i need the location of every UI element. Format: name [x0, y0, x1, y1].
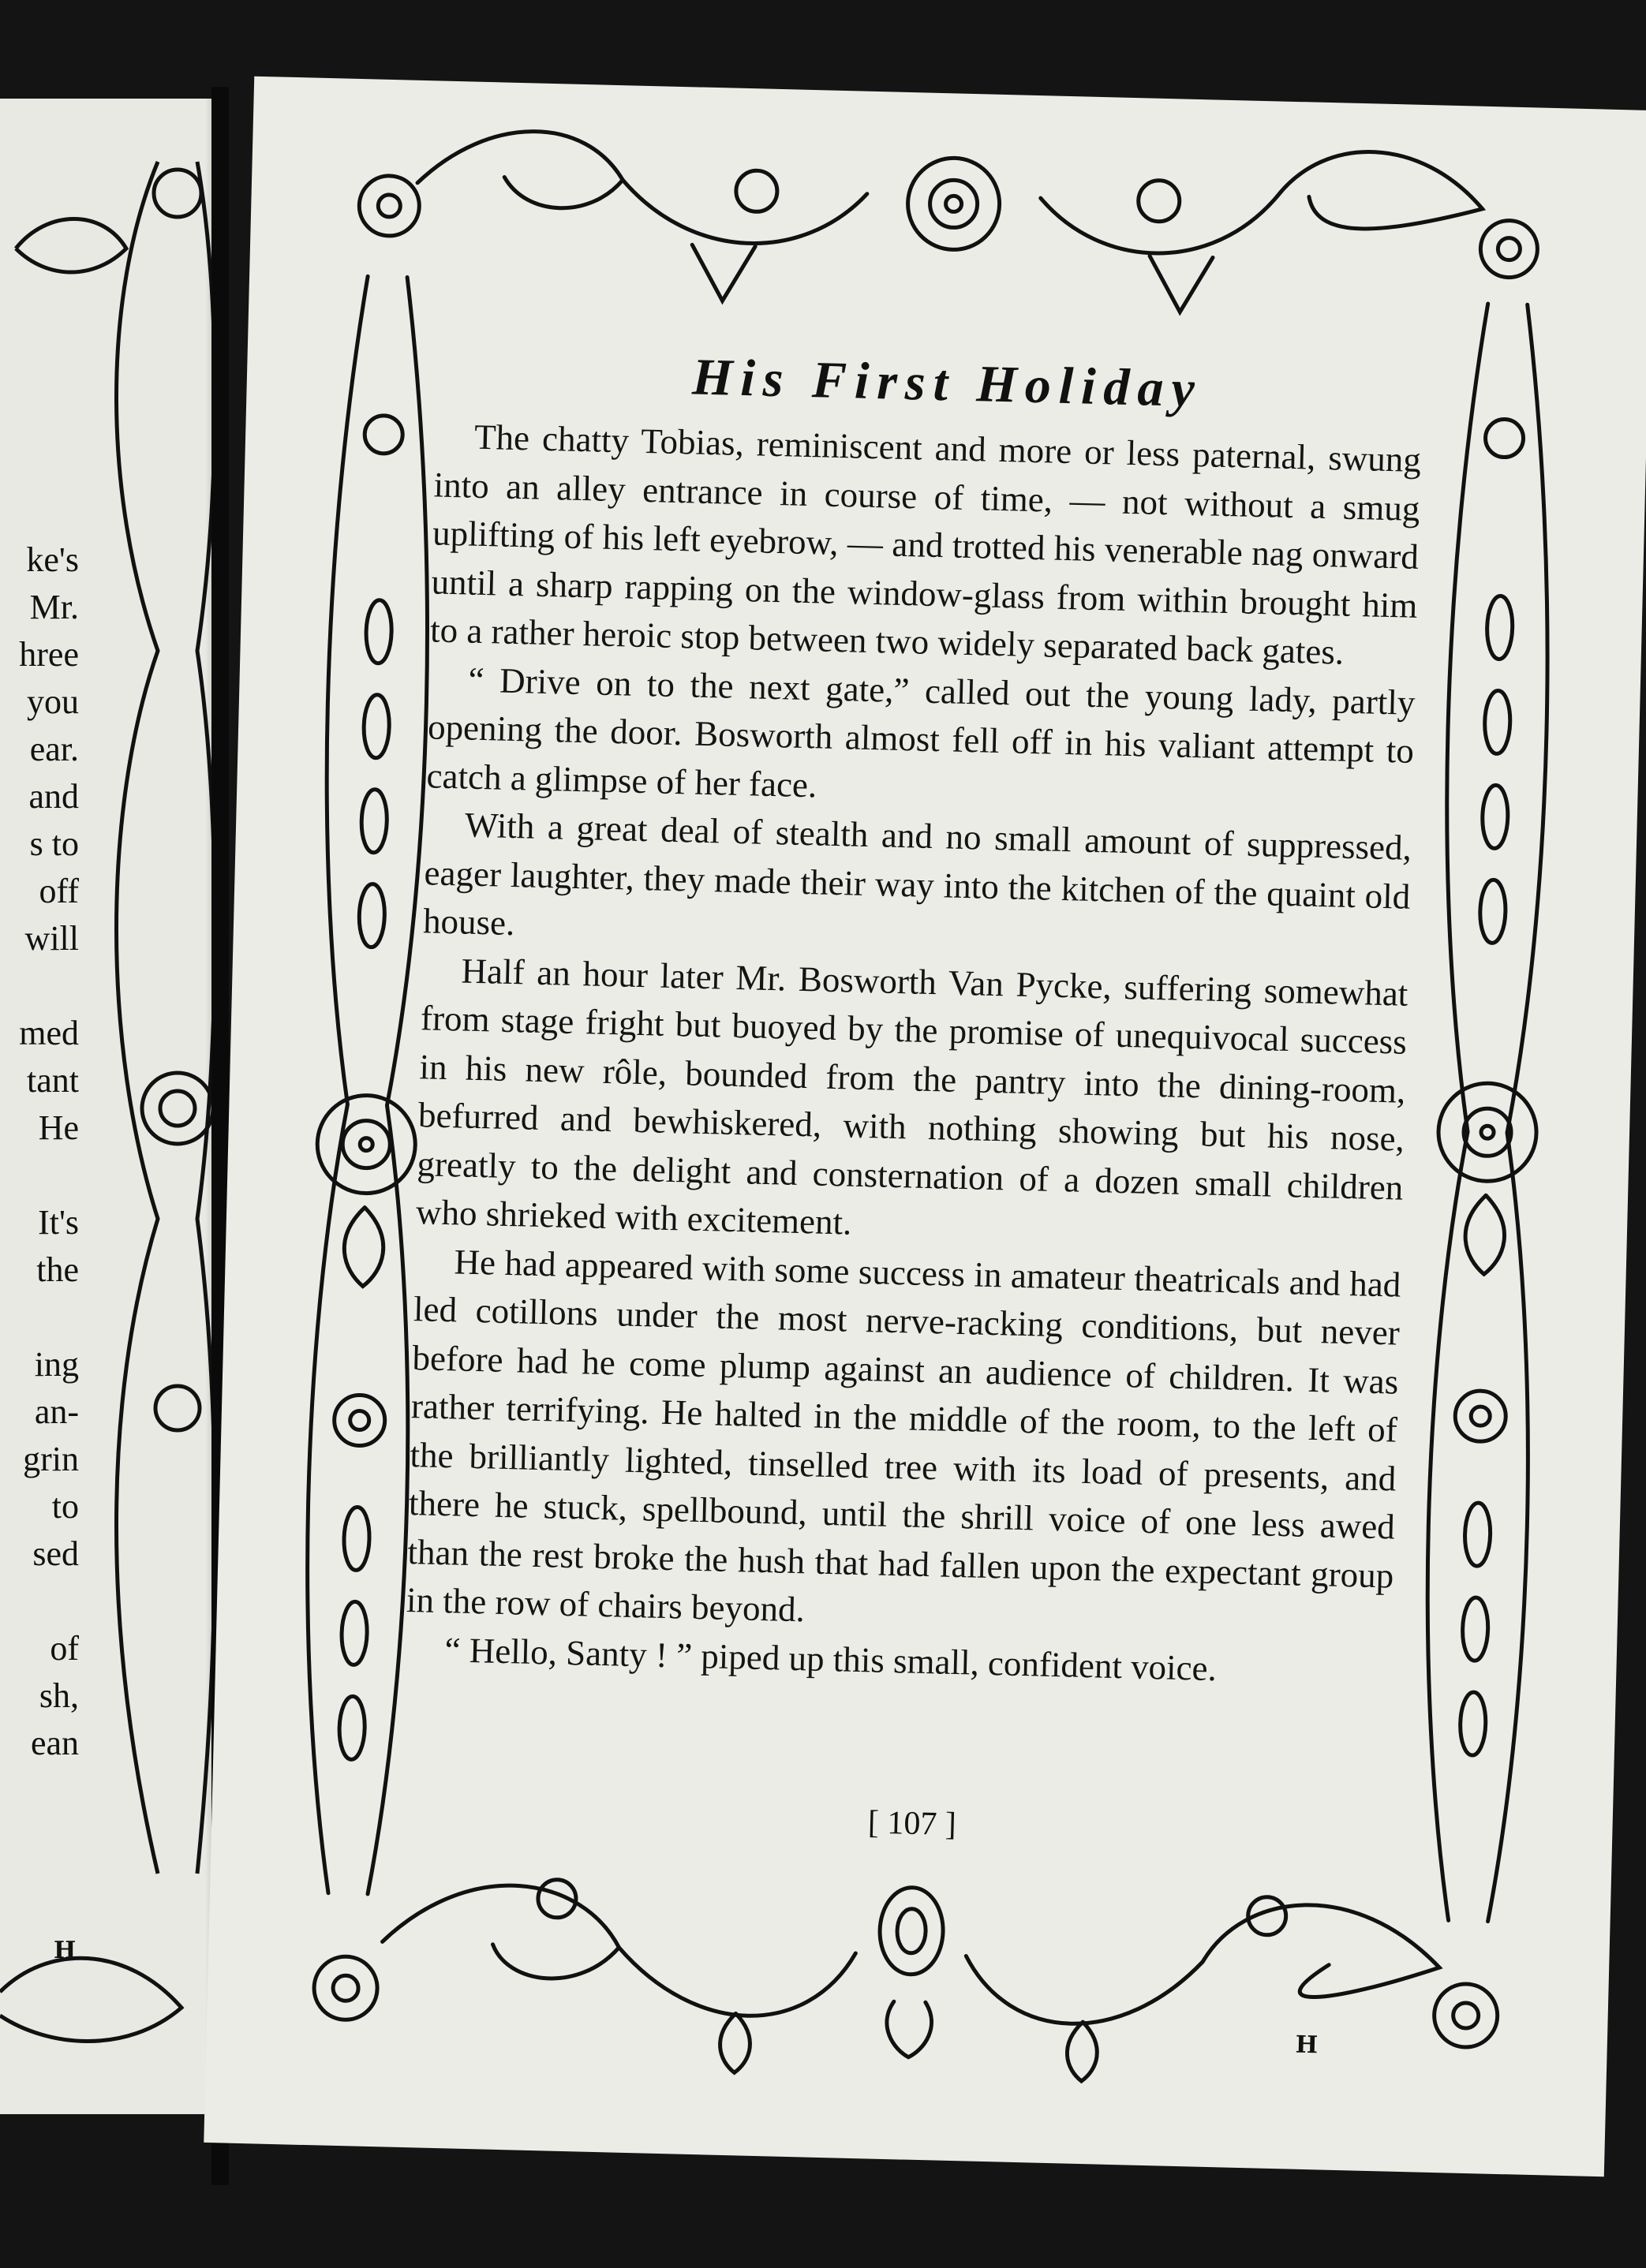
line-fragment: Mr.: [29, 588, 79, 626]
line-fragment: to: [51, 1487, 79, 1526]
page-title: His First Holiday: [691, 348, 1203, 419]
line-fragment: sed: [32, 1534, 79, 1573]
line-fragment: of: [50, 1629, 79, 1668]
line-fragment: med: [19, 1014, 79, 1052]
paragraph: He had appeared with some success in amateur theatricals and had led cotillons under the most nerve-racking conditions, but never before had he come plump against an audience of children. It was rather terrifying. He halted in the middle of the room, to the left of the brilliantly lighted, tinselled tree with its load of presents, and there he stuck, spellbound, until the shrill voice of one less awed than the rest broke the hush that had fallen upon the expectant group in the row of chairs beyond.: [406, 1241, 1401, 1630]
line-fragment: and: [28, 777, 79, 816]
line-fragment: grin: [23, 1440, 79, 1478]
paragraph: The chatty Tobias, reminiscent and more or less paternal, swung into an alley entrance in course of time, — not without a smug uplifting of his left eyebrow, — and trotted his venerable nag onward until a sharp rapping on the window-glass from within brought him to a rather heroic stop between two widely separated back gates.: [429, 417, 1422, 672]
line-fragment: an-: [34, 1392, 79, 1431]
line-fragment: sh,: [39, 1676, 79, 1715]
paragraph: “ Drive on to the next gate,” called out the young lady, partly opening the door. Bosworth almost fell off in his valiant attempt to catch a glimpse of her face.: [426, 659, 1416, 805]
paragraph: Half an hour later Mr. Bosworth Van Pycke, suffering somewhat from stage fright but buoyed by the promise of unequivocal success in his new rôle, bounded from the pantry into the dining-room, befurred and bewhiskered, with nothing showing but his nose, greatly to the delight and consternation of a dozen small children who shrieked with excitement.: [415, 950, 1408, 1242]
previous-page-corner-mark: H: [54, 1937, 77, 1964]
previous-page-border-ornament: [0, 99, 229, 2114]
line-fragment: hree: [19, 635, 79, 674]
page-number: [ 107 ]: [867, 1804, 957, 1844]
line-fragment: ean: [30, 1724, 79, 1762]
page-corner-mark: H: [1295, 2031, 1319, 2060]
paragraph: “ Hello, Santy ! ” piped up this small, confident voice.: [444, 1629, 1218, 1688]
line-fragment: He: [38, 1108, 79, 1147]
paragraph: With a great deal of stealth and no small amount of suppressed, eager laughter, they made their way into the kitchen of the quaint old house.: [422, 805, 1412, 943]
line-fragment: ke's: [26, 540, 79, 579]
line-fragment: It's: [38, 1203, 79, 1242]
previous-page: [0, 99, 229, 2114]
body-text: [405, 412, 1422, 1697]
line-fragment: off: [39, 872, 79, 910]
line-fragment: will: [24, 919, 79, 958]
line-fragment: you: [27, 682, 79, 721]
line-fragment: tant: [27, 1061, 79, 1100]
line-fragment: ear.: [29, 730, 79, 768]
line-fragment: ing: [34, 1345, 79, 1384]
book-page: [204, 77, 1646, 2177]
line-fragment: the: [36, 1250, 79, 1289]
line-fragment: s to: [29, 824, 79, 863]
